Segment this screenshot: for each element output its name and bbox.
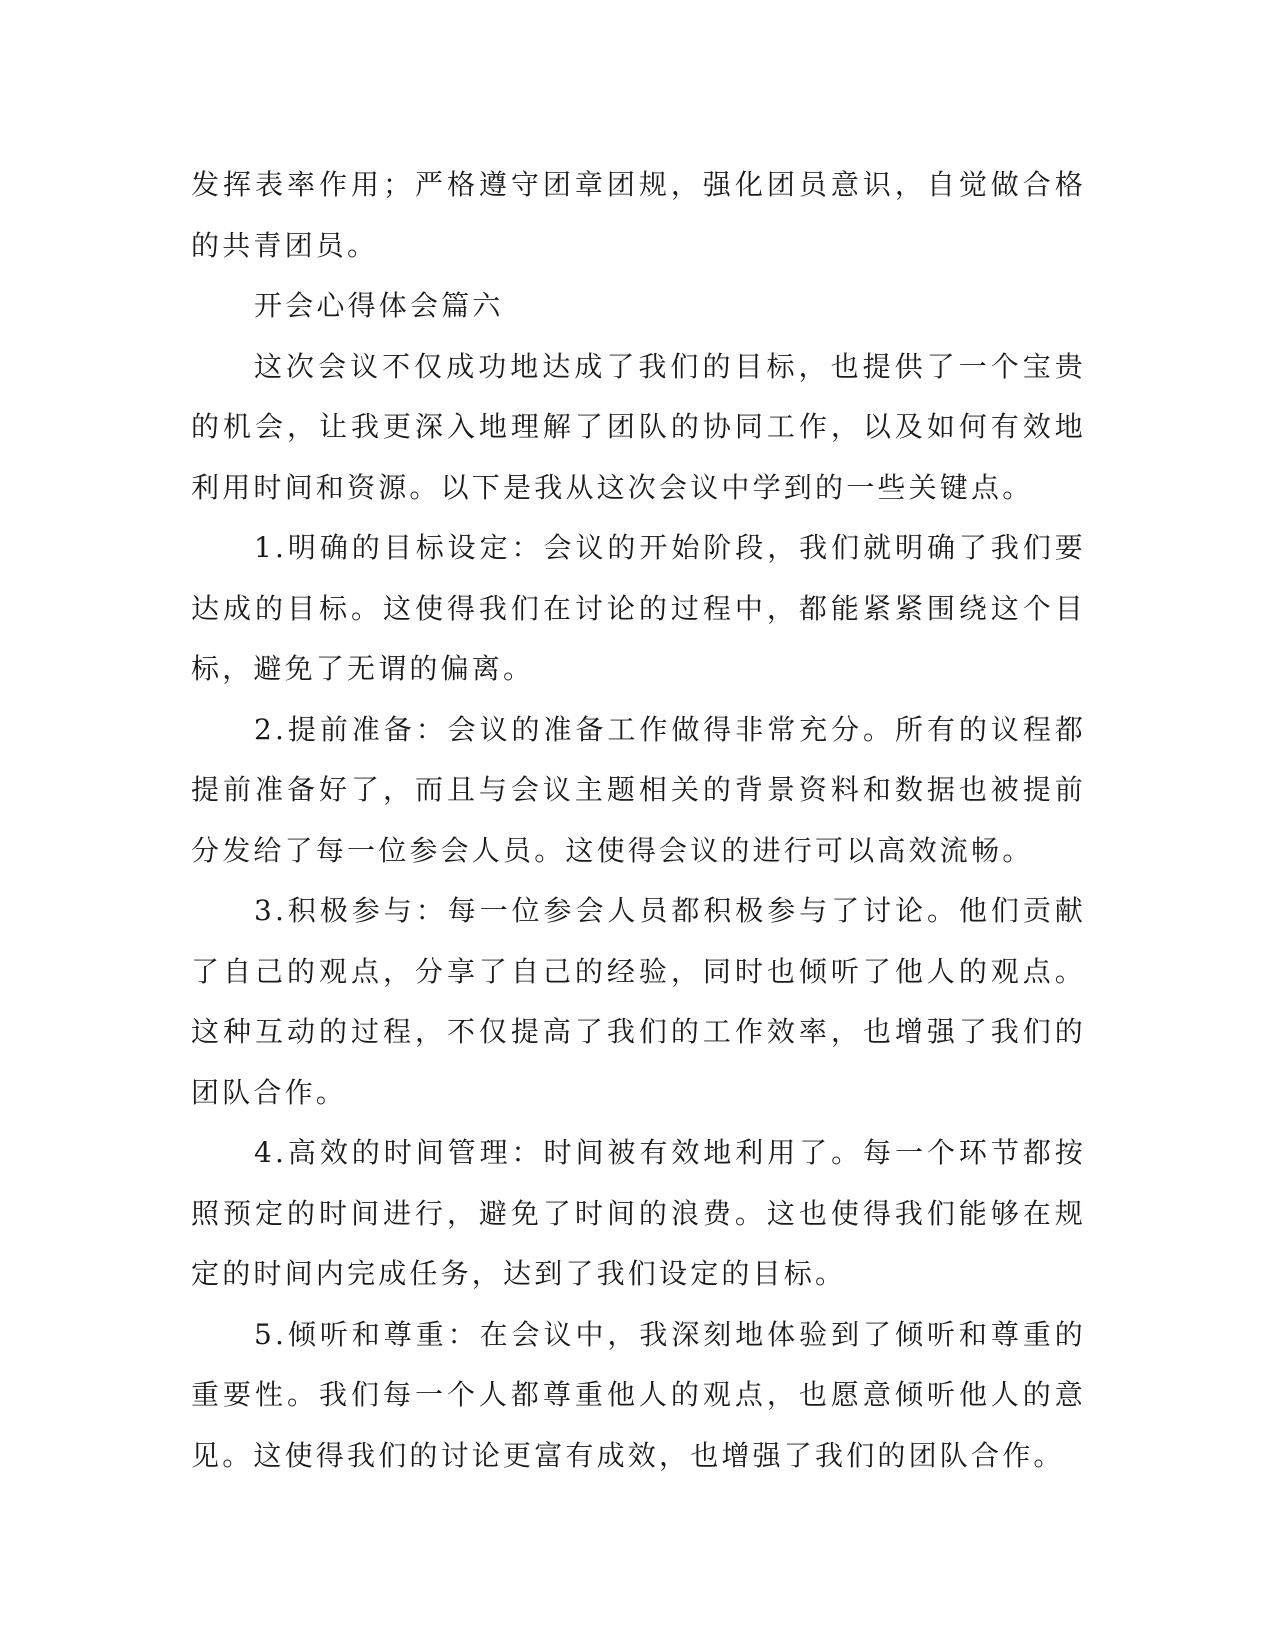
paragraph-point-4: 4.高效的时间管理：时间被有效地利用了。每一个环节都按照预定的时间进行，避免了时间的浪费。这也使得我们能够在规定的时间内完成任务，达到了我们设定的目标。: [191, 1136, 1086, 1290]
paragraph-intro: 这次会议不仅成功地达成了我们的目标，也提供了一个宝贵的机会，让我更深入地理解了团队的协同工作，以及如何有效地利用时间和资源。以下是我从这次会议中学到的一些关键点。: [191, 349, 1086, 504]
paragraph-point-2: 2.提前准备：会议的准备工作做得非常充分。所有的议程都提前准备好了，而且与会议主题相关的背景资料和数据也被提前分发给了每一位参会人员。这使得会议的进行可以高效流畅。: [191, 712, 1086, 867]
paragraph-point-5: 5.倾听和尊重：在会议中，我深刻地体验到了倾听和尊重的重要性。我们每一个人都尊重他人的观点，也愿意倾听他人的意见。这使得我们的讨论更富有成效，也增强了我们的团队合作。: [191, 1317, 1086, 1472]
paragraph-point-3: 3.积极参与：每一位参会人员都积极参与了讨论。他们贡献了自己的观点，分享了自己的经验，同时也倾听了他人的观点。这种互动的过程，不仅提高了我们的工作效率，也增强了我们的团队合作。: [191, 894, 1086, 1109]
paragraph-point-1: 1.明确的目标设定：会议的开始阶段，我们就明确了我们要达成的目标。这使得我们在讨论的过程中，都能紧紧围绕这个目标，避免了无谓的偏离。: [191, 531, 1086, 685]
document-body: [191, 155, 1086, 1486]
paragraph-continuation: 发挥表率作用；严格遵守团章团规，强化团员意识，自觉做合格的共青团员。: [191, 168, 1086, 262]
section-heading: 开会心得体会篇六: [254, 289, 504, 322]
